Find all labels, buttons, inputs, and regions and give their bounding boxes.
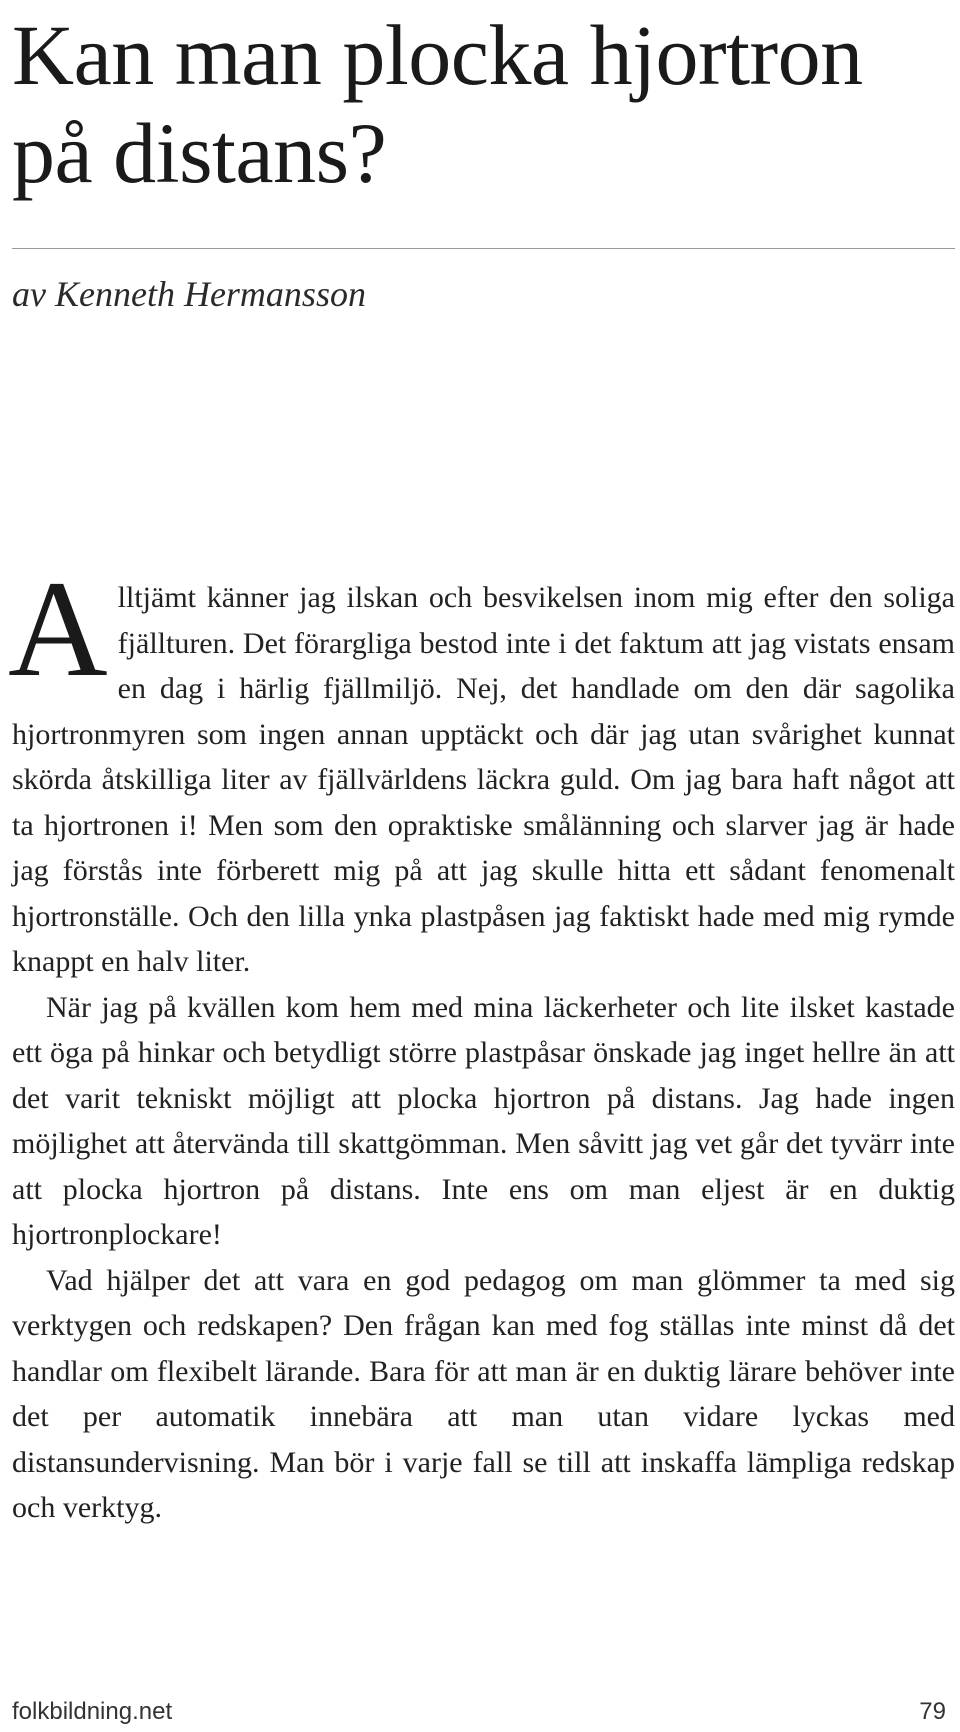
title-divider — [12, 248, 955, 249]
paragraph-1 — [8, 552, 955, 985]
drop-cap: A — [8, 552, 108, 705]
paragraph-2: När jag på kvällen kom hem med mina läckerheter och lite ilsket kastade ett öga på hinkar och betydligt större plastpåsar önskade jag inget hellre än att det varit tekniskt möjligt att plocka hjortron på distans. Jag hade ingen möjlighet att återvända till skattgömman. Men såvitt jag vet går det tyvärr inte att plocka hjortron på distans. Inte ens om man eljest är en duktig hjortronplockare! — [12, 990, 955, 1251]
paragraph-1-text: lltjämt känner jag ilskan och besvikelsen inom mig efter den soliga fjällturen. Det förargliga bestod inte i det faktum att jag vistats ensam en dag i härlig fjällmiljö. Nej, det handlade om den där sagolika hjortronmyren som ingen annan upptäckt och där jag utan svårighet kunnat skörda åtskilliga liter av fjällvärldens läckra guld. Om jag bara haft något att ta hjortronen i! Men som den opraktiske smålänning och slarver jag är hade jag förstås inte förberett mig på att jag skulle hitta ett sådant fenomenalt hjortronställe. Och den lilla ynka plastpåsen jag faktiskt hade med mig rymde knappt en halv liter. — [12, 581, 955, 978]
article-byline: av Kenneth Hermansson — [12, 274, 366, 314]
paragraph-3: Vad hjälper det att vara en god pedagog om man glömmer ta med sig verktygen och redskapen? Den frågan kan med fog ställas inte minst då det handlar om flexibelt lärande. Bara för att man är en duktig lärare behöver inte det per automatik innebära att man utan vidare lyckas med distansundervisning. Man bör i varje fall se till att inskaffa lämpliga redskap och verktyg. — [12, 1263, 955, 1524]
footer-site-name: folkbildning.net — [12, 1698, 173, 1725]
article-title: Kan man plocka hjortron på distans? — [12, 7, 863, 201]
page-number: 79 — [919, 1698, 946, 1725]
article-body — [8, 552, 955, 1531]
